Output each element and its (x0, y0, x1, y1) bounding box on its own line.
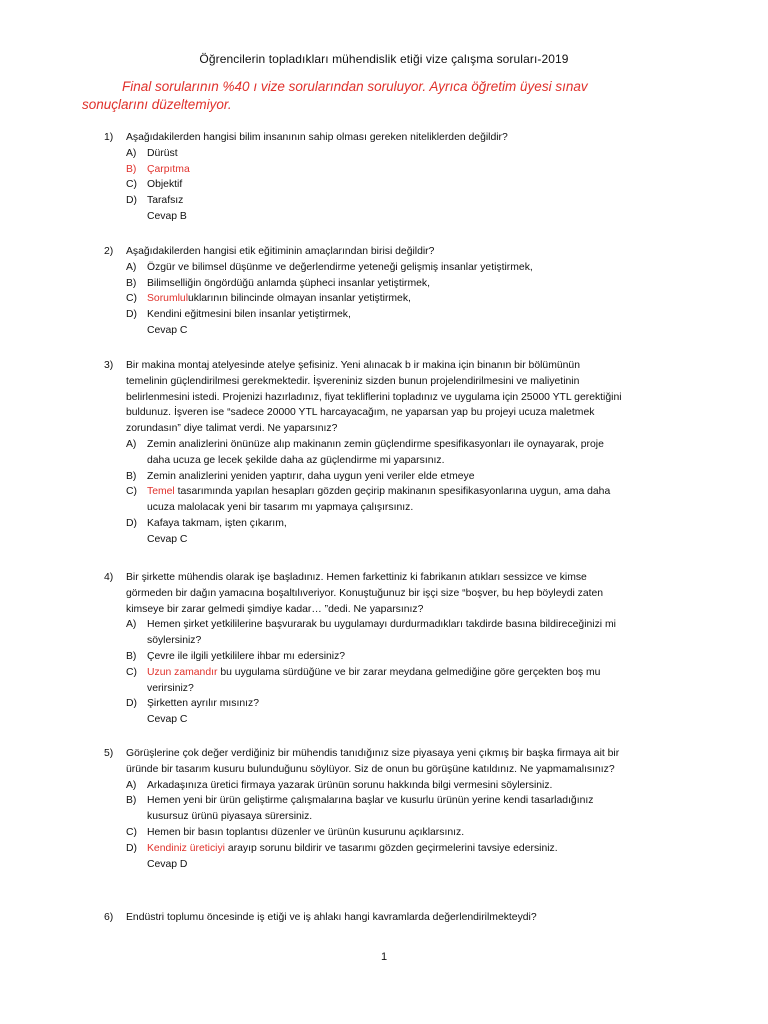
option-c (126, 825, 624, 841)
option-letter: A) (126, 147, 137, 159)
option-text (126, 484, 624, 516)
question-text: Aşağıdakilerden hangisi etik eğitiminin amaçlarından birisi değildir? (126, 246, 435, 257)
option-letter: B) (126, 277, 137, 289)
question-5 (104, 746, 624, 872)
option-rest-text: bu uygulama sürdüğüne ve bir zarar meydana gelmediğine göre gerçekten boş mu verirsiniz? (147, 666, 601, 694)
option-text: Bilimselliğin öngördüğü anlamda şüpheci insanlar yetiştirmek, (147, 277, 430, 289)
option-letter: D) (126, 698, 137, 710)
option-letter: C) (126, 293, 137, 305)
question-number: 2) (104, 246, 114, 257)
option-text: Hemen şirket yetkililerine başvurarak bu uygulamayı durdurmadıkları takdirde basına bildireceğinizi mi söylersiniz? (147, 619, 616, 647)
question-6 (104, 910, 624, 926)
option-text (126, 665, 624, 697)
option-a (126, 617, 624, 649)
option-text: Çevre ile ilgili yetkililere ihbar mı edersiniz? (147, 650, 346, 662)
highlight-text: Temel (147, 486, 175, 498)
option-text: Özgür ve bilimsel düşünme ve değerlendirme yeteneği gelişmiş insanlar yetiştirmek, (147, 261, 533, 273)
option-text: Kafaya takmam, işten çıkarım, (147, 517, 287, 529)
page-number: 1 (380, 951, 388, 963)
option-rest-text: uklarının bilincinde olmayan insanlar yetiştirmek, (188, 293, 411, 305)
option-d (126, 841, 624, 857)
option-text: Hemen bir basın toplantısı düzenler ve ürünün kusurunu açıklarsınız. (147, 826, 465, 838)
option-letter: B) (126, 470, 137, 482)
option-a (126, 146, 624, 162)
notice-text (82, 78, 682, 114)
question-number: 6) (104, 912, 114, 923)
question-4 (104, 570, 624, 728)
option-d (126, 696, 624, 712)
option-c (126, 177, 624, 193)
question-text: Görüşlerine çok değer verdiğiniz bir mühendis tanıdığınız size piyasaya yeni çıkmış bir başka firmaya ait bir üründe bir tasarım kusuru bulunduğunu söylüyor. Siz de onun bu görüşüne katıldınız. Ne yapmamalısınız? (126, 748, 620, 775)
option-a (126, 437, 624, 469)
option-text: Şirketten ayrılır mısınız? (147, 698, 260, 710)
option-letter: D) (126, 195, 137, 207)
option-c (126, 484, 624, 516)
option-letter: D) (126, 842, 137, 854)
highlight-text: Sorumlul (147, 293, 188, 305)
option-letter: C) (126, 666, 137, 678)
option-d (126, 516, 624, 532)
option-text (126, 291, 624, 307)
option-text: Arkadaşınıza üretici firmaya yazarak ürünün sorunu hakkında bilgi vermesini söylersiniz. (147, 779, 553, 791)
option-letter: B) (126, 650, 137, 662)
option-a (126, 778, 624, 794)
option-letter: A) (126, 779, 137, 791)
question-3 (104, 358, 624, 548)
option-text: Zemin analizlerini önünüze alıp makinanın zemin güçlendirme spesifikasyonları ile oynayarak, proje daha ucuza ge lecek şekilde daha az güçlendirme mi yaparsınız. (147, 438, 604, 466)
option-letter: C) (126, 826, 137, 838)
notice-line-2: sonuçlarını düzeltemiyor. (82, 97, 232, 112)
option-b (126, 276, 624, 292)
option-text: Objektif (147, 179, 183, 191)
option-text (126, 841, 624, 857)
answer-label: Cevap C (147, 533, 188, 545)
question-2 (104, 244, 624, 339)
question-number: 1) (104, 132, 114, 143)
question-text: Aşağıdakilerden hangisi bilim insanının sahip olması gereken niteliklerden değildir? (126, 132, 508, 143)
question-1 (104, 130, 624, 225)
option-rest-text: tasarımında yapılan hesapları gözden geçirip makinanın spesifikasyonlarına uygun, ama daha ucuza malolacak yeni bir tasarım mı yapmaya çalışırsınız. (147, 486, 611, 514)
option-b (126, 469, 624, 485)
answer-label: Cevap C (147, 324, 188, 336)
option-text: Çarpıtma (147, 163, 190, 175)
option-letter: D) (126, 309, 137, 321)
option-b (126, 649, 624, 665)
question-text: Endüstri toplumu öncesinde iş etiği ve iş ahlakı hangi kavramlarda değerlendirilmekteydi? (126, 912, 537, 923)
page-title: Öğrencilerin topladıkları mühendislik etiği vize çalışma soruları-2019 (199, 52, 569, 66)
option-c (126, 665, 624, 697)
option-text: Tarafsız (147, 195, 184, 207)
answer-label: Cevap B (147, 210, 187, 222)
question-text: Bir şirkette mühendis olarak işe başladınız. Hemen farkettiniz ki fabrikanın atıkları sessizce ve kimse görmeden bir dağın yamacına boşaltılıveriyor. Konuştuğunuz bir işçi size “boşver, bu hep böyleydi zaten kimseye bir zarar gelmedi şimdiye kadar… ”dedi. Ne yaparsınız? (126, 572, 604, 615)
option-letter: A) (126, 619, 137, 631)
option-letter: B) (126, 795, 137, 807)
option-b (126, 793, 624, 825)
option-text: Kendini eğitmesini bilen insanlar yetiştirmek, (147, 309, 351, 321)
option-letter: B) (126, 163, 137, 175)
question-number: 3) (104, 360, 114, 371)
option-text: Dürüst (147, 147, 178, 159)
question-number: 5) (104, 748, 114, 759)
highlight-text: Kendiniz üreticiyi (147, 842, 225, 854)
answer-label: Cevap C (147, 714, 188, 726)
option-letter: C) (126, 179, 137, 191)
option-d (126, 307, 624, 323)
notice-line-1: Final sorularının %40 ı vize sorularından soruluyor. Ayrıca öğretim üyesi sınav (122, 79, 588, 94)
answer-label: Cevap D (147, 858, 188, 870)
option-letter: A) (126, 438, 137, 450)
option-d (126, 193, 624, 209)
question-number: 4) (104, 572, 114, 583)
option-rest-text: arayıp sorunu bildirir ve tasarımı gözden geçirmelerini tavsiye edersiniz. (224, 842, 558, 854)
option-a (126, 260, 624, 276)
option-b (126, 162, 624, 178)
option-c (126, 291, 624, 307)
highlight-text: Uzun zamandır (147, 666, 218, 678)
question-text: Bir makina montaj atelyesinde atelye şefisiniz. Yeni alınacak b ir makina için binanın bir bölümünün temelinin güçlendirilmesi gerekmektedir. İşvereniniz sizden bunun projelendirilmesini ve maliyetinin belirlenmesini istedi. Projenizi hazırladınız, fiyat tekliflerini topladınız ve uygulama için 25000 YTL gerektiğini buldunuz. İşveren ise “sadece 20000 YTL harcayacağım, ne yaparsan yap bu projeyi ucuza maletmek zorundasın” diye talimat verdi. Ne yaparsınız? (126, 360, 622, 435)
option-text: Hemen yeni bir ürün geliştirme çalışmalarına başlar ve kusurlu ürünün yerine kendi tasarladığınız kusursuz ürünü piyasaya sürersiniz. (147, 795, 594, 823)
option-letter: A) (126, 261, 137, 273)
option-letter: C) (126, 486, 137, 498)
option-text: Zemin analizlerini yeniden yaptırır, daha uygun yeni veriler elde etmeye (147, 470, 475, 482)
option-letter: D) (126, 517, 137, 529)
